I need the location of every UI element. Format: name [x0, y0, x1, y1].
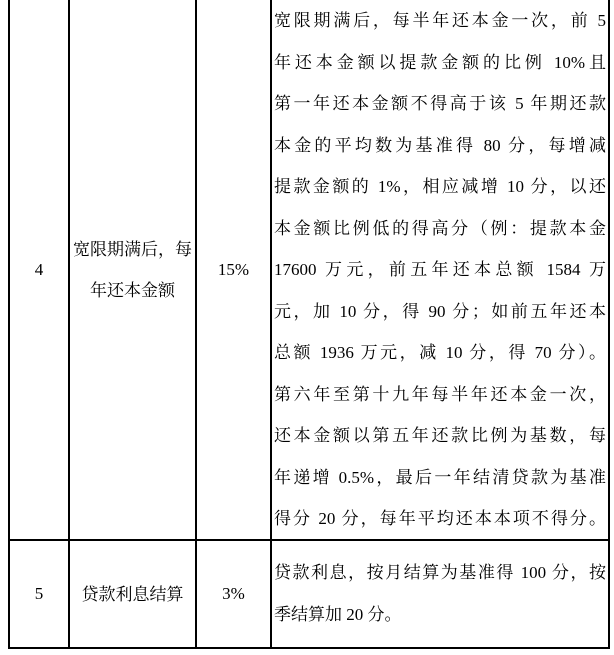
description-line: 第六年至第十九年每半年还本金一次， [274, 384, 606, 404]
description-line: 宽限期满后，每半年还本金一次，前 5 [274, 11, 606, 30]
row-number: 4 [34, 259, 44, 279]
description-line: 本金额比例低的得高分（例：提款本金 [274, 218, 606, 238]
row-number: 5 [34, 584, 44, 603]
description-line: 17600 万元，前五年还本总额 1584 万 [274, 260, 606, 279]
table-fragment [8, 0, 610, 649]
description-line: 得分 20 分，每年平均还本本项不得分。 [274, 509, 606, 528]
description-line: 贷款利息，按月结算为基准得 100 分，按 [274, 563, 606, 582]
cell-weight [197, 541, 272, 647]
weight-value: 15% [217, 259, 250, 279]
description-line: 元，加 10 分，得 90 分；如前五年还本 [274, 301, 606, 321]
description-line: 提款金额的 1%，相应减增 10 分，以还 [274, 177, 606, 196]
description-line: 本金的平均数为基准得 80 分，每增减 [274, 135, 606, 155]
description-line: 总额 1936 万元，减 10 分，得 70 分）。 [274, 343, 606, 362]
cell-item-name [70, 541, 197, 647]
item-name-line: 宽限期满后，每 [73, 239, 192, 259]
description-line: 年递增 0.5%，最后一年结清贷款为基准 [274, 467, 606, 487]
cell-item-name [70, 0, 197, 539]
item-name-line: 贷款利息结算 [81, 584, 184, 604]
table-row [10, 0, 608, 541]
cell-description [272, 541, 608, 647]
cell-description [272, 0, 608, 539]
weight-value: 3% [222, 584, 245, 603]
table-row [10, 541, 608, 647]
cell-row-number [10, 0, 70, 539]
description-line: 季结算加 20 分。 [274, 605, 402, 624]
description-line: 第一年还本金额不得高于该 5 年期还款 [274, 94, 606, 113]
description-line: 还本金额以第五年还款比例为基数，每 [274, 426, 606, 445]
item-name-line: 年还本金额 [90, 280, 175, 300]
description-line: 年还本金额以提款金额的比例 10%且 [274, 52, 606, 72]
cell-row-number [10, 541, 70, 647]
cell-weight [197, 0, 272, 539]
